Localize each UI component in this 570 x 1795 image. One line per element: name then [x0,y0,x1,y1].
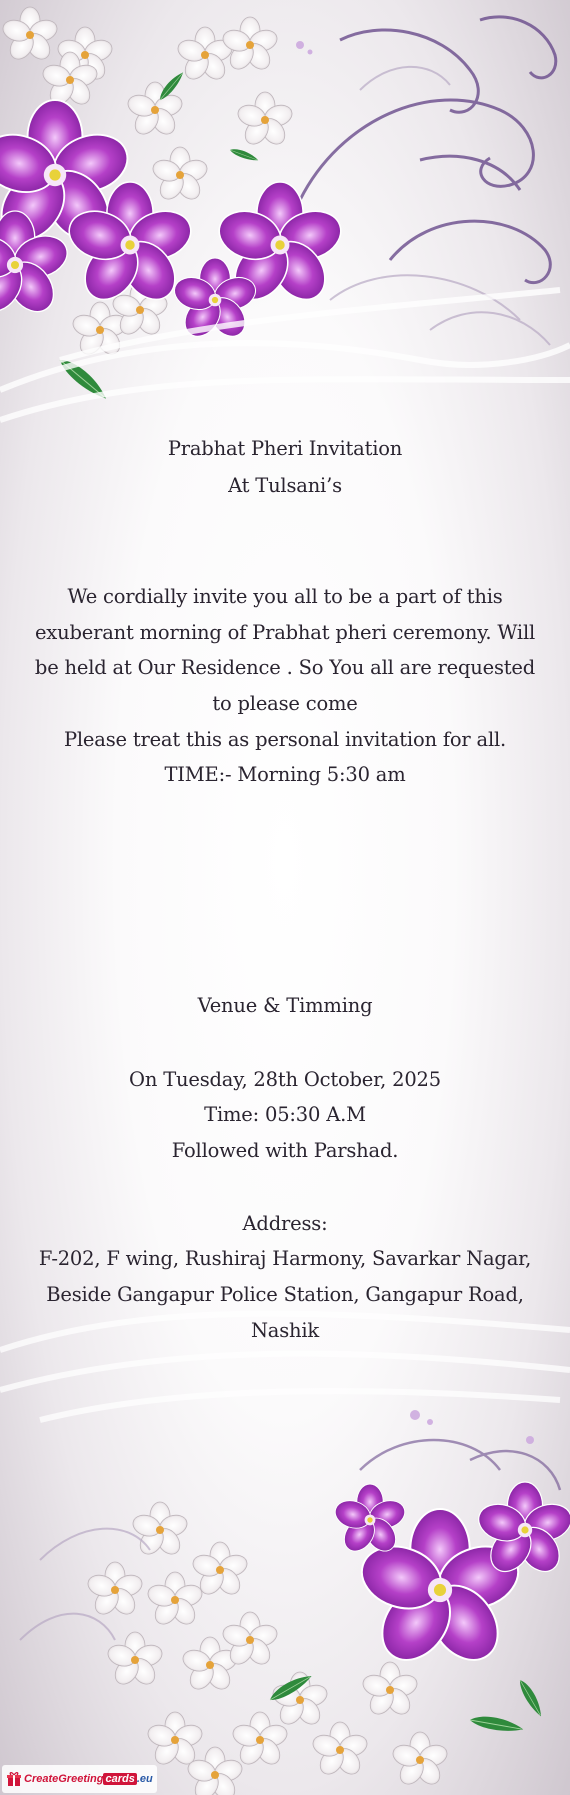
event-date: On Tuesday, 28th October, 2025 [129,1068,441,1091]
address-line: Beside Gangapur Police Station, Gangapur Road, [46,1283,524,1306]
brand-name-part: CreateGreeting [24,1773,104,1785]
top-swirls [300,17,556,283]
message-line: We cordially invite you all to be a part of this [67,585,503,608]
venue-heading: Venue & Timming [197,994,373,1017]
message-time-line: TIME:- Morning 5:30 am [164,763,406,786]
brand-logo-link[interactable] [2,1765,157,1793]
host-name: At Tulsani’s [228,474,342,497]
brand-name [24,1773,153,1785]
brand-name-part: .eu [136,1773,153,1785]
message-line: to please come [212,692,358,715]
followed-note: Followed with Parshad. [171,1139,399,1162]
brand-name-part: cards [105,1773,135,1785]
event-time: Time: 05:30 A.M [204,1103,366,1126]
address-label: Address: [242,1212,328,1235]
address-line: F-202, F wing, Rushiraj Harmony, Savarkar Nagar, [38,1247,532,1270]
gift-icon [6,1771,22,1787]
message-line: Please treat this as personal invitation for all. [63,728,507,751]
message-line: be held at Our Residence . So You all are requested [34,656,536,679]
message-line: exuberant morning of Prabhat pheri ceremony. Will [34,621,536,644]
invitation-title: Prabhat Pheri Invitation [167,437,403,460]
address-line: Nashik [250,1319,320,1342]
